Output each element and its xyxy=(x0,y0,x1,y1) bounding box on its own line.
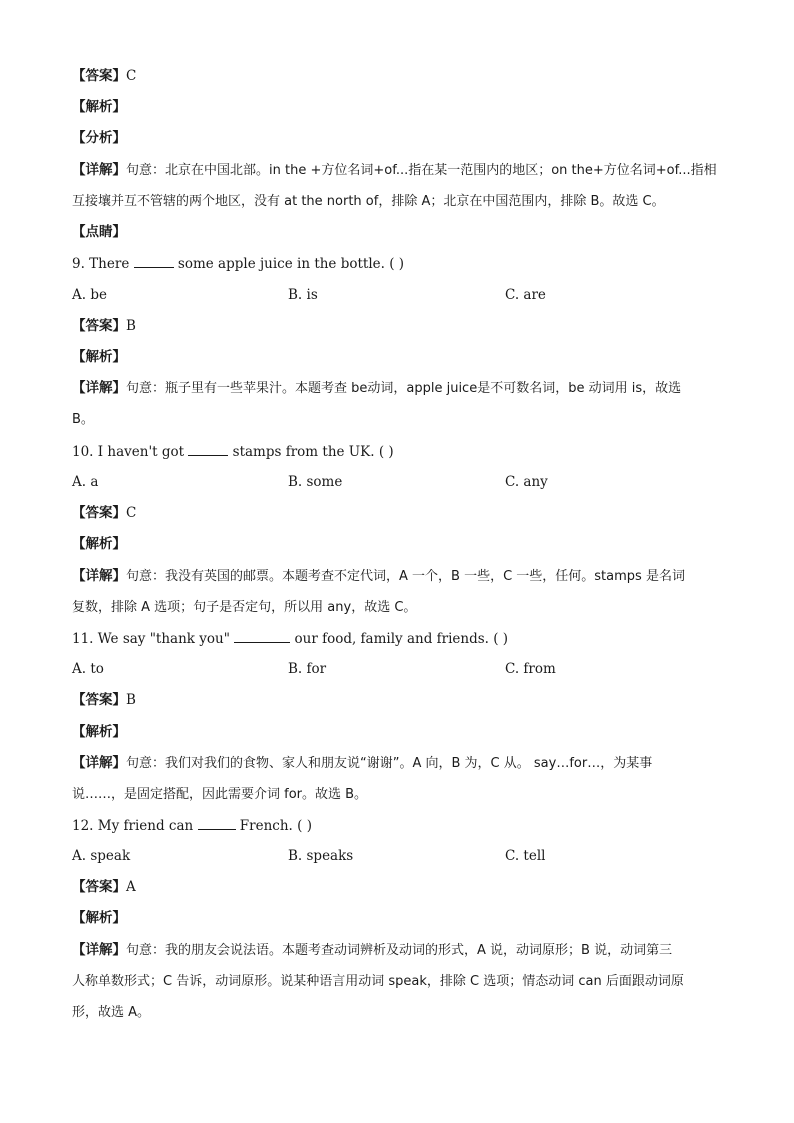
detail-text-cont: 互接壤并互不管辖的两个地区，没有 at the north of，排除 A；北京在中国范围内，排除 B。故选 C。 xyxy=(72,194,665,209)
detail-line xyxy=(72,940,722,961)
answer-value: A xyxy=(126,879,136,895)
analysis-heading: 【解析】 xyxy=(72,910,126,926)
detail-line-cont xyxy=(72,409,722,430)
question-11 xyxy=(72,628,722,649)
detail-tag: 【详解】 xyxy=(72,568,126,584)
detail-text-cont: 人称单数形式；C 告诉，动词原形。说某种语言用动词 speak，排除 C 选项；情态动词 can 后面跟动词原 xyxy=(72,974,684,989)
option-c: C. tell xyxy=(505,848,546,864)
answer-tag: 【答案】 xyxy=(72,505,126,521)
option-c: C. from xyxy=(505,661,556,677)
answer-blank xyxy=(188,441,228,456)
question-10 xyxy=(72,441,722,462)
detail-line-cont xyxy=(72,1002,722,1023)
question-9 xyxy=(72,253,722,274)
question-text: our food, family and friends. ( ) xyxy=(294,631,509,647)
detail-text: 句意：我们对我们的食物、家人和朋友说“谢谢”。A 向，B 为，C 从。 say…for…，为某事 xyxy=(126,756,653,771)
detail-text-cont: B。 xyxy=(72,412,94,427)
answer-tag: 【答案】 xyxy=(72,68,126,84)
option-a: A. speak xyxy=(72,848,131,864)
question-text: some apple juice in the bottle. ( ) xyxy=(177,256,405,272)
answer-blank xyxy=(134,253,174,268)
question-text: 12. My friend can xyxy=(72,818,194,834)
answer-value: B xyxy=(126,692,136,708)
detail-text: 句意：瓶子里有一些苹果汁。本题考查 be动词，apple juice是不可数名词，be 动词用 is，故选 xyxy=(126,381,682,396)
option-a: A. to xyxy=(72,661,104,677)
analysis-heading: 【解析】 xyxy=(72,99,126,115)
question-12 xyxy=(72,815,722,836)
option-b: B. some xyxy=(288,474,343,490)
analysis-tag: 解析 xyxy=(85,536,113,552)
answer-line xyxy=(72,503,722,523)
detail-line-cont xyxy=(72,597,722,618)
option-b: B. speaks xyxy=(288,848,354,864)
option-b: B. for xyxy=(288,661,327,677)
question-text: French. ( ) xyxy=(239,818,312,834)
question-text: stamps from the UK. ( ) xyxy=(232,444,394,460)
detail-text-cont: 形，故选 A。 xyxy=(72,1005,151,1020)
analysis-heading: 【解析】 xyxy=(72,724,126,740)
detail-line xyxy=(72,566,722,587)
detail-line-cont xyxy=(72,191,722,212)
answer-blank xyxy=(198,815,236,830)
answer-line xyxy=(72,316,722,336)
answer-value: B xyxy=(126,318,136,334)
detail-text: 句意：我的朋友会说法语。本题考查动词辨析及动词的形式，A 说，动词原形；B 说，动词第三 xyxy=(126,943,673,958)
answer-value: C xyxy=(126,68,137,84)
dianjing-tag: 【点睛】 xyxy=(72,224,126,240)
option-b: B. is xyxy=(288,287,318,303)
option-c: C. are xyxy=(505,287,546,303)
detail-line xyxy=(72,160,722,181)
question-text: 10. I haven't got xyxy=(72,444,185,460)
fenxi-heading: 【分析】 xyxy=(72,130,126,146)
option-a: A. a xyxy=(72,474,99,490)
detail-line-cont xyxy=(72,971,722,992)
detail-line xyxy=(72,753,722,774)
analysis-tag: 解析 xyxy=(85,99,113,115)
detail-tag: 【详解】 xyxy=(72,755,126,771)
analysis-tag: 解析 xyxy=(85,349,113,365)
question-text: 11. We say "thank you" xyxy=(72,631,230,647)
answer-tag: 【答案】 xyxy=(72,692,126,708)
analysis-heading: 【解析】 xyxy=(72,536,126,552)
option-a: A. be xyxy=(72,287,107,303)
answer-tag: 【答案】 xyxy=(72,879,126,895)
answer-blank xyxy=(234,628,290,643)
detail-line xyxy=(72,378,722,399)
detail-tag: 【详解】 xyxy=(72,162,126,178)
detail-line-cont xyxy=(72,784,722,805)
analysis-heading: 【解析】 xyxy=(72,349,126,365)
dianjing-line xyxy=(72,222,722,242)
answer-value: C xyxy=(126,505,137,521)
detail-text: 句意：我没有英国的邮票。本题考查不定代词，A 一个，B 一些，C 一些，任何。stamps 是名词 xyxy=(126,569,685,584)
answer-line xyxy=(72,690,722,710)
detail-tag: 【详解】 xyxy=(72,380,126,396)
detail-tag: 【详解】 xyxy=(72,942,126,958)
question-text: 9. There xyxy=(72,256,130,272)
detail-text: 句意：北京在中国北部。in the +方位名词+of...指在某一范围内的地区；on the+方位名词+of...指相 xyxy=(126,163,717,178)
answer-tag: 【答案】 xyxy=(72,318,126,334)
option-c: C. any xyxy=(505,474,548,490)
analysis-tag: 解析 xyxy=(85,910,113,926)
answer-line xyxy=(72,877,722,897)
answer-line xyxy=(72,66,722,86)
analysis-tag: 解析 xyxy=(85,724,113,740)
fenxi-tag: 分析 xyxy=(85,130,113,146)
detail-text-cont: 复数，排除 A 选项；句子是否定句，所以用 any，故选 C。 xyxy=(72,600,417,615)
detail-text-cont: 说……，是固定搭配，因此需要介词 for。故选 B。 xyxy=(72,787,368,802)
